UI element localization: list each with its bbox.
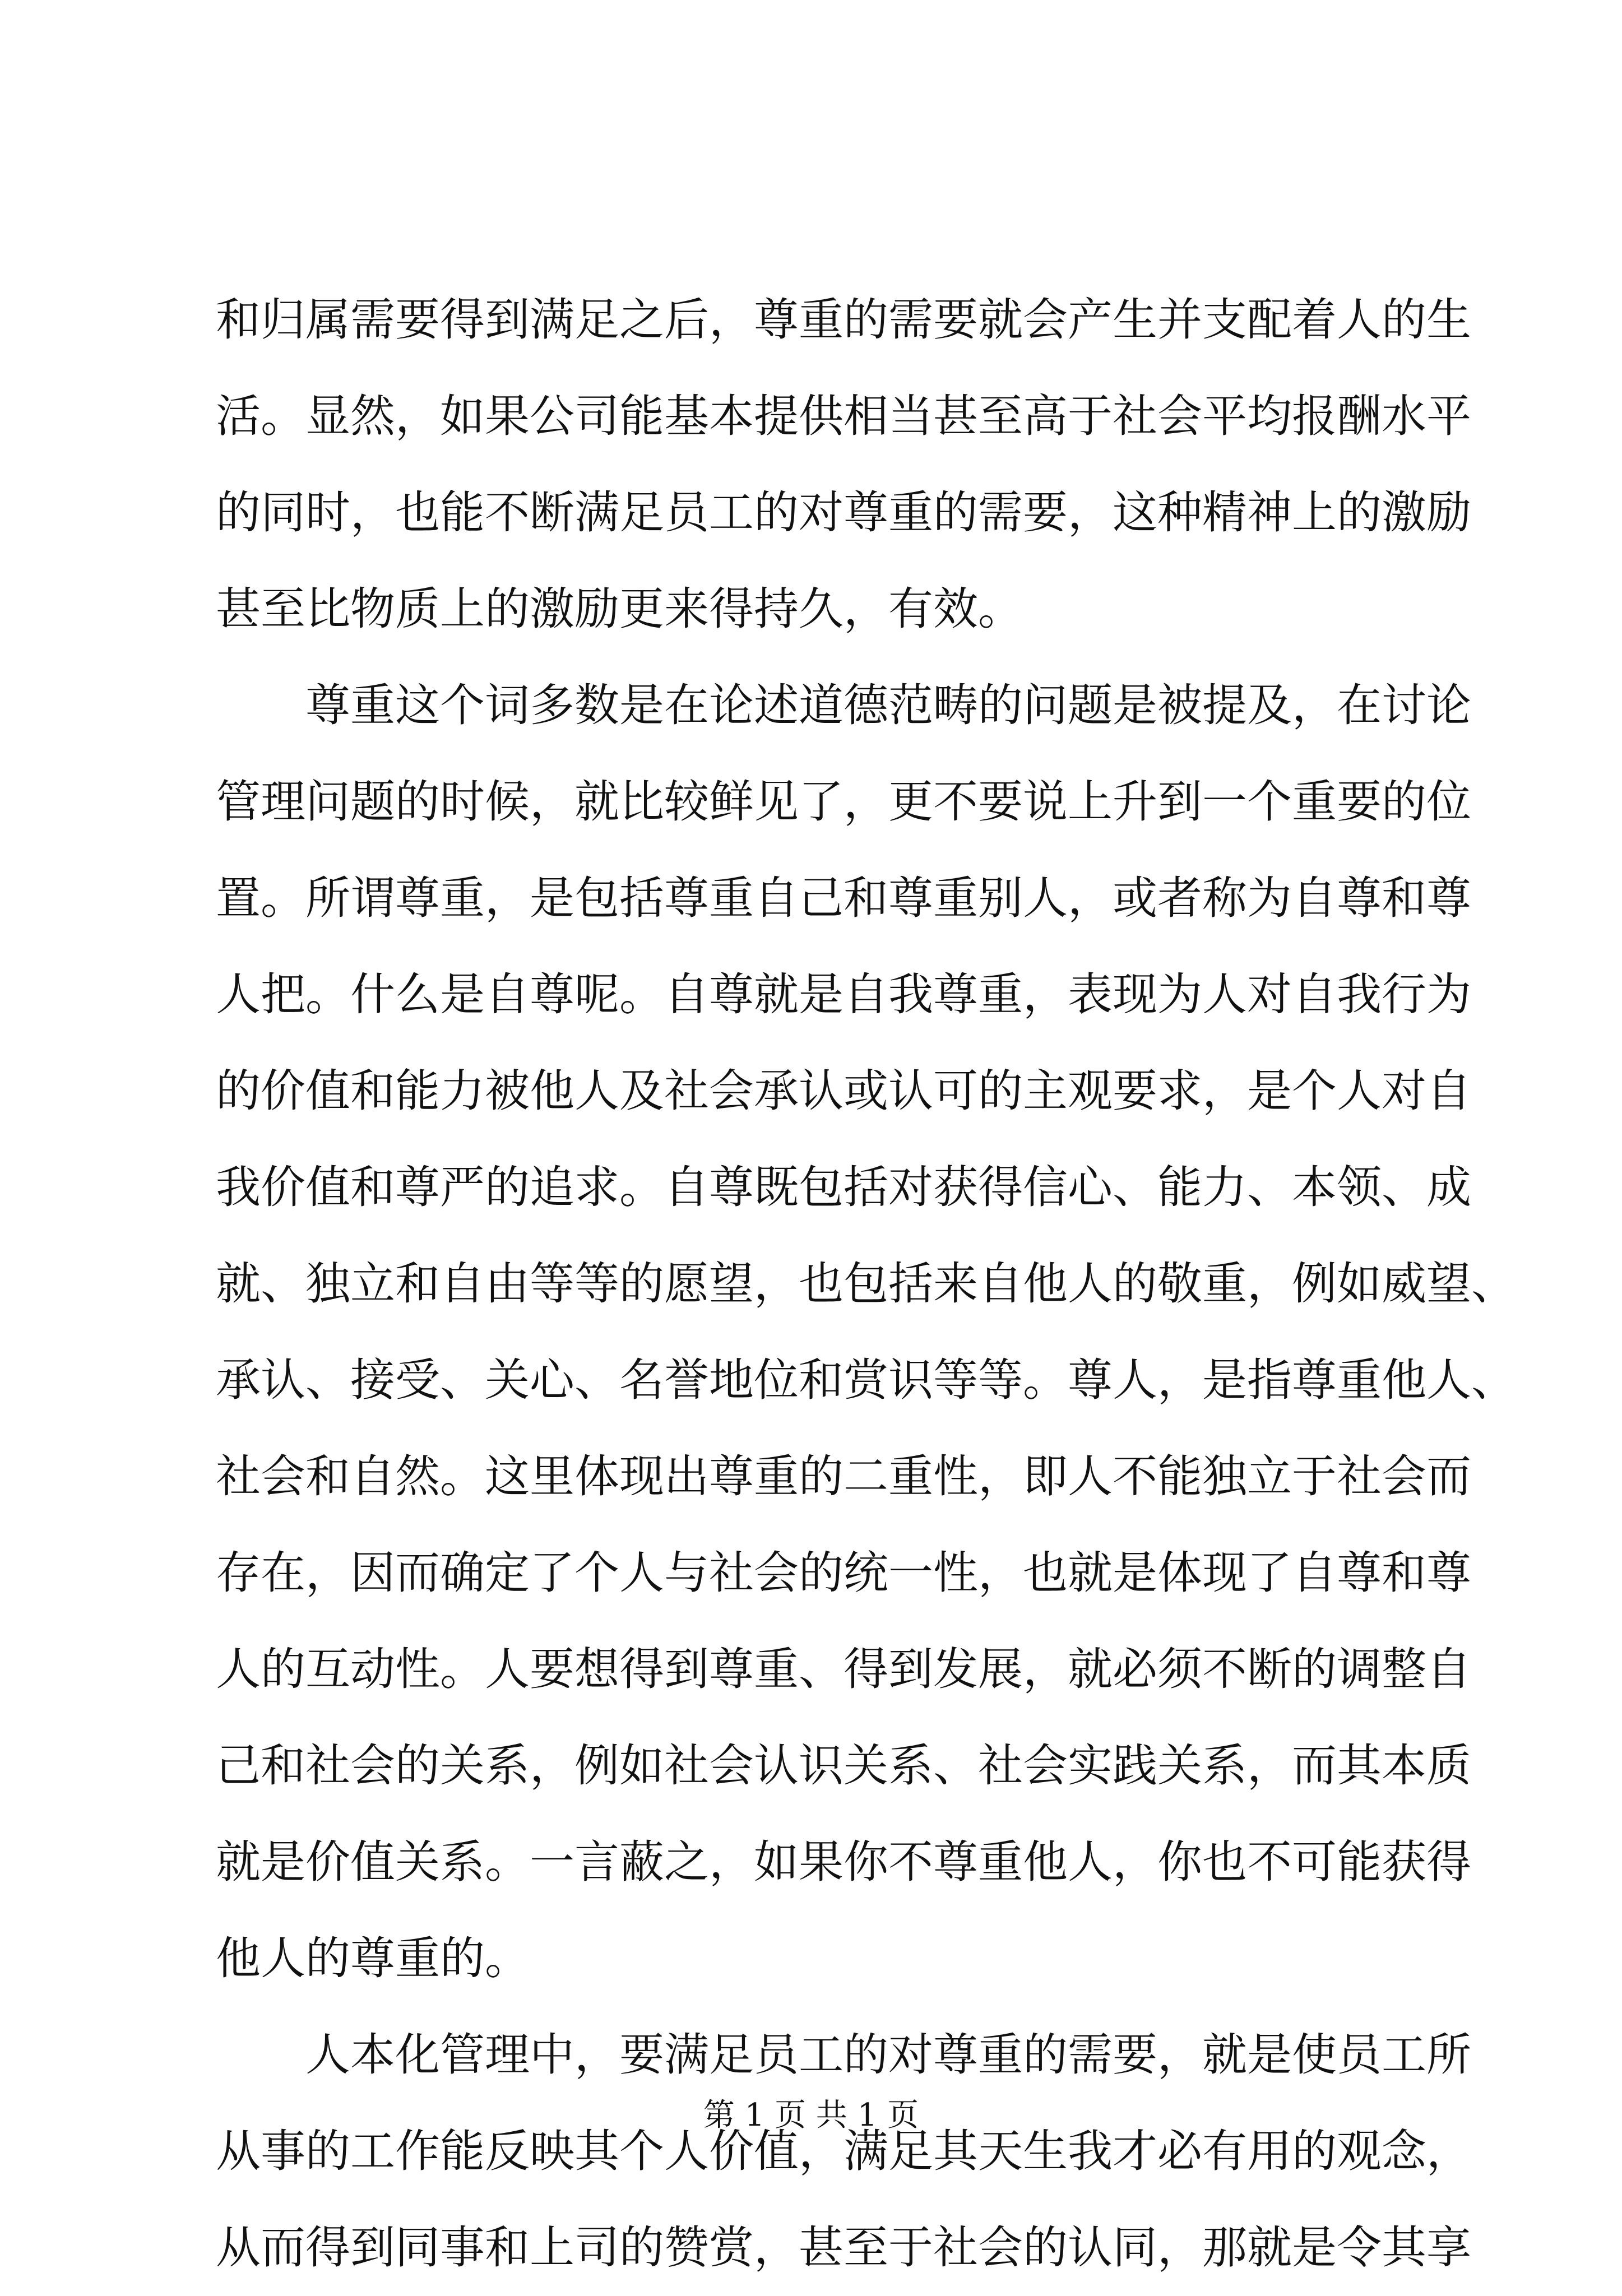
text-line: 己和社会的关系，例如社会认识关系、社会实践关系，而其本质 <box>216 1740 1471 1792</box>
text-line: 承认、接受、关心、名誉地位和赏识等等。尊人，是指尊重他人、 <box>216 1354 1516 1406</box>
text-line: 甚至比物质上的激励更来得持久，有效。 <box>216 583 1023 635</box>
text-line: 活。显然，如果公司能基本提供相当甚至高于社会平均报酬水平 <box>216 390 1471 442</box>
text-line: 我价值和尊严的追求。自尊既包括对获得信心、能力、本领、成 <box>216 1161 1471 1213</box>
page-footer <box>0 2093 1622 2138</box>
text-line: 存在，因而确定了个人与社会的统一性，也就是体现了自尊和尊 <box>216 1547 1471 1599</box>
text-line: 的同时，也能不断满足员工的对尊重的需要，这种精神上的激励 <box>216 486 1471 539</box>
text-line: 人的互动性。人要想得到尊重、得到发展，就必须不断的调整自 <box>216 1643 1471 1695</box>
text-line: 就、独立和自由等等的愿望，也包括来自他人的敬重，例如威望、 <box>216 1258 1516 1310</box>
text-line: 从事的工作能反映其个人价值，满足其天生我才必有用的观念， <box>216 2125 1471 2177</box>
paragraph-first-line: 尊重这个词多数是在论述道德范畴的问题是被提及，在讨论 <box>305 679 1471 731</box>
text-line: 置。所谓尊重，是包括尊重自己和尊重别人，或者称为自尊和尊 <box>216 872 1471 924</box>
text-line: 社会和自然。这里体现出尊重的二重性，即人不能独立于社会而 <box>216 1450 1471 1502</box>
text-line: 的价值和能力被他人及社会承认或认可的主观要求，是个人对自 <box>216 1065 1471 1117</box>
document-body <box>216 272 1516 2296</box>
text-line: 管理问题的时候，就比较鲜见了，更不要说上升到一个重要的位 <box>216 776 1471 828</box>
paragraph-first-line: 人本化管理中，要满足员工的对尊重的需要，就是使员工所 <box>305 2029 1471 2081</box>
text-line: 就是价值关系。一言蔽之，如果你不尊重他人，你也不可能获得 <box>216 1836 1471 1888</box>
page-number-label: 第 1 页 共 1 页 <box>703 2097 919 2133</box>
text-line: 从而得到同事和上司的赞赏，甚至于社会的认同，那就是令其享 <box>216 2221 1471 2274</box>
text-line: 和归属需要得到满足之后，尊重的需要就会产生并支配着人的生 <box>216 294 1471 346</box>
text-line: 他人的尊重的。 <box>216 1932 530 1984</box>
text-line: 人把。什么是自尊呢。自尊就是自我尊重，表现为人对自我行为 <box>216 968 1471 1021</box>
